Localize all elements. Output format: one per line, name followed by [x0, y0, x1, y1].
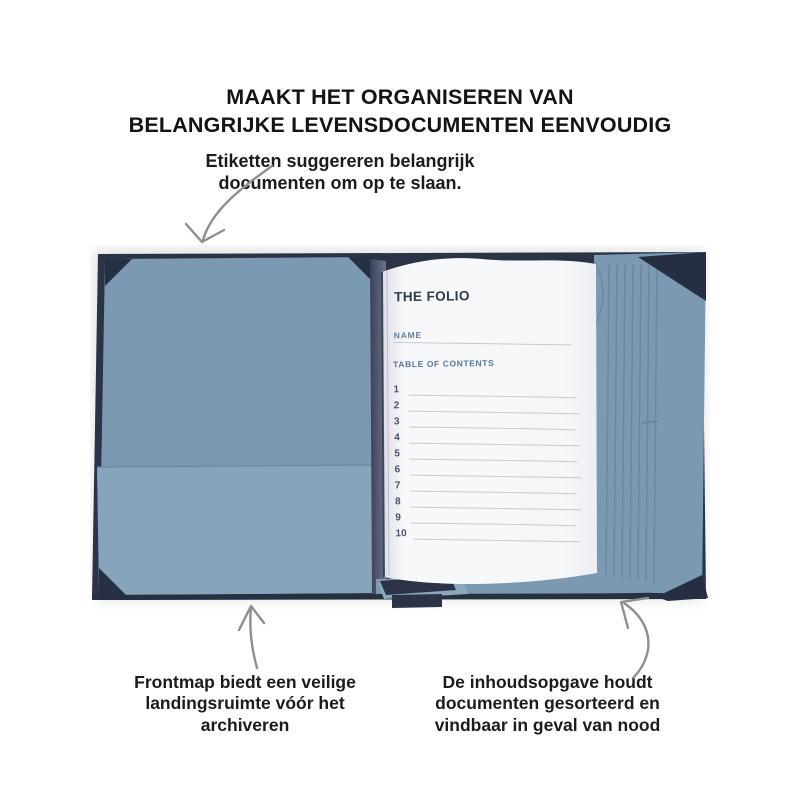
page-title-line2: BELANGRIJKE LEVENSDOCUMENTEN EENVOUDIG	[128, 112, 672, 137]
toc-row-number: 9	[395, 512, 401, 524]
arrow-up-to-pocket-icon	[239, 606, 264, 668]
name-label: NAME	[393, 329, 423, 341]
toc-label: TABLE OF CONTENTS	[393, 357, 495, 370]
annotation-labels	[150, 151, 530, 195]
annotation-labels-line2: documenten om op te slaan.	[218, 172, 462, 193]
toc-row-number: 1	[393, 384, 400, 396]
annotation-labels-line1: Etiketten suggereren belangrijk	[205, 151, 475, 171]
toc-row-number: 8	[394, 496, 401, 508]
toc-row-number: 7	[394, 480, 401, 492]
toc-row-number: 3	[393, 416, 400, 428]
annotation-front-pocket-line2: landingsruimte vóór het	[145, 693, 345, 714]
annotation-front-pocket	[85, 672, 405, 736]
toc-row-number: 4	[394, 432, 400, 444]
toc-row-number: 5	[394, 448, 401, 460]
toc-row-number: 10	[395, 528, 407, 540]
toc-row-number: 2	[393, 400, 400, 412]
folio-product-photo	[90, 245, 710, 615]
page-heading: THE FOLIO	[394, 288, 470, 305]
annotation-toc-note-line3: vindbaar in geval van nood	[434, 714, 661, 735]
folio-page	[382, 258, 597, 584]
toc-row-number: 6	[394, 464, 401, 476]
annotation-toc-note-line2: documenten gesorteerd en	[435, 693, 660, 714]
folder-front-pocket	[97, 465, 374, 595]
annotation-toc-note	[390, 672, 705, 736]
annotation-front-pocket-line3: archiveren	[200, 714, 290, 735]
folio-illustration	[90, 245, 710, 615]
annotation-toc-note-line1: De inhoudsopgave houdt	[442, 672, 653, 692]
annotation-front-pocket-line1: Frontmap biedt een veilige	[134, 672, 356, 692]
divider-tabs-panel	[594, 252, 706, 596]
page-title	[0, 84, 800, 139]
page-title-line1: MAAKT HET ORGANISEREN VAN	[226, 85, 574, 109]
